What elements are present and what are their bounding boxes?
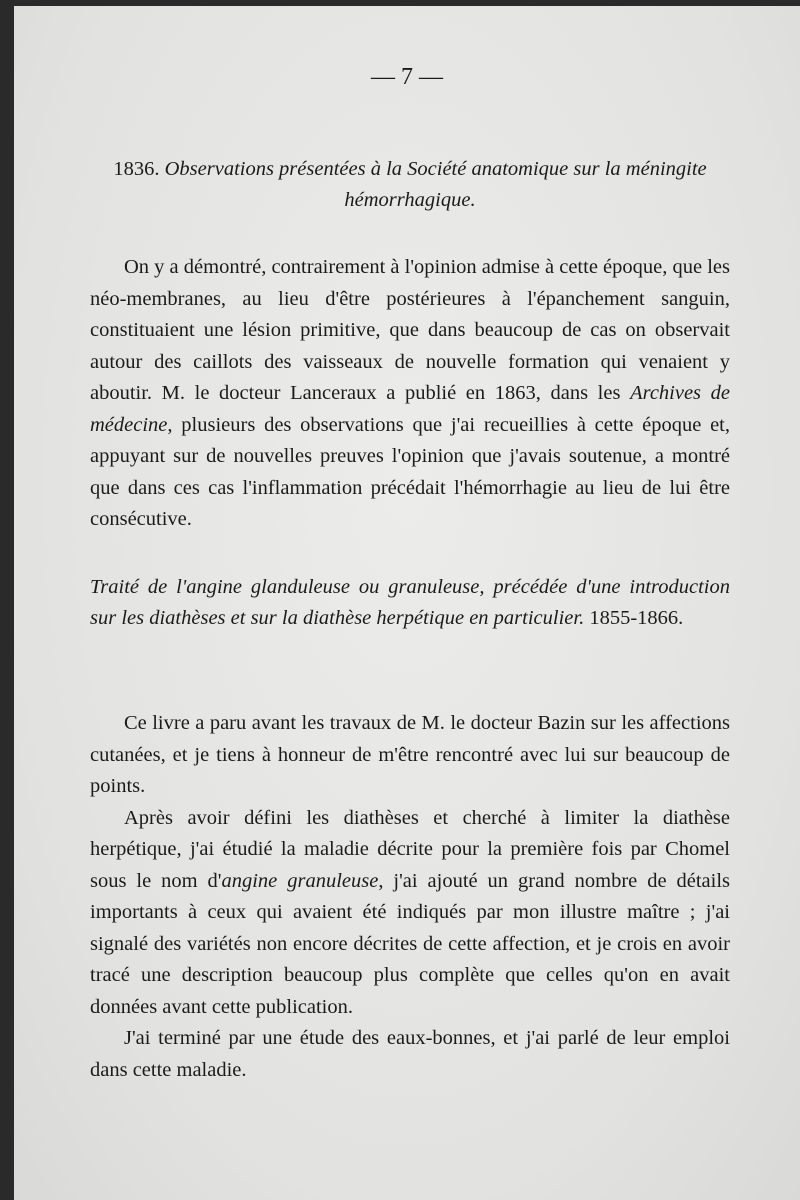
section-1-year: 1836. (113, 158, 160, 180)
section-2-paragraph-1: Ce livre a paru avant les travaux de M. le docteur Bazin sur les affections cutanées, et je tiens à honneur de m'être rencontré avec lui sur beaucoup de points. (90, 712, 730, 797)
section-2-paragraph-2 (90, 803, 730, 1024)
section-2-title: Traité de l'angine glanduleuse ou granuleuse, précédée d'une introduction sur les diathèses et sur la diathèse herpétique en particulier. (90, 576, 730, 629)
section-1-paragraph-text-b: , plusieurs des observations que j'ai recueillies à cette époque et, appuyant sur de nouvelles preuves l'opinion que j'avais soutenue, a montré que dans ces cas l'inflammation précédait l'hémorrhagie au lieu de lui être consécutive. (90, 413, 730, 530)
section-1 (90, 154, 730, 216)
section-2-paragraph-3: J'ai terminé par une étude des eaux-bonnes, et j'ai parlé de leur emploi dans cette maladie. (90, 1027, 730, 1081)
section-1-body (90, 252, 730, 536)
section-1-heading (90, 154, 730, 216)
section-2-disease-name: angine granuleuse (221, 869, 379, 892)
section-2-years: 1855-1866. (584, 607, 684, 629)
section-2-paragraph-2-text-b: , j'ai ajouté un grand nombre de détails importants à ceux qui avaient été indiqués par mon illustre maître ; j'ai signalé des variétés non encore décrites de cette affection, et je crois en avoir tracé une description beaucoup plus complète que celles qu'on en avait données avant cette publication. (90, 869, 730, 1018)
section-2-heading (90, 572, 730, 634)
section-2-paragraph-2-text-a: Après avoir défini les diathèses et cherché à limiter la diathèse herpétique, j'ai étudié la maladie décrite pour la première fois par Chomel sous le nom d' (90, 806, 730, 892)
page-number: — 7 — (371, 64, 443, 90)
document-page (14, 6, 800, 1200)
section-1-paragraph-text-a: On y a démontré, contrairement à l'opinion admise à cette époque, que les néo-membranes, au lieu d'être postérieures à l'épanchement sanguin, constituaient une lésion primitive, que dans beaucoup de cas on observait autour des caillots des vaisseaux de nouvelle formation qui venaient y aboutir. M. le docteur Lanceraux a publié en 1863, dans les (90, 256, 730, 404)
section-1-title: Observations présentées à la Société anatomique sur la méningite hémorrhagique. (164, 158, 707, 211)
section-2-body (90, 708, 730, 1086)
section-2 (90, 572, 730, 634)
section-1-journal-title: Archives de médecine (90, 382, 730, 436)
section-1-paragraph (90, 252, 730, 536)
